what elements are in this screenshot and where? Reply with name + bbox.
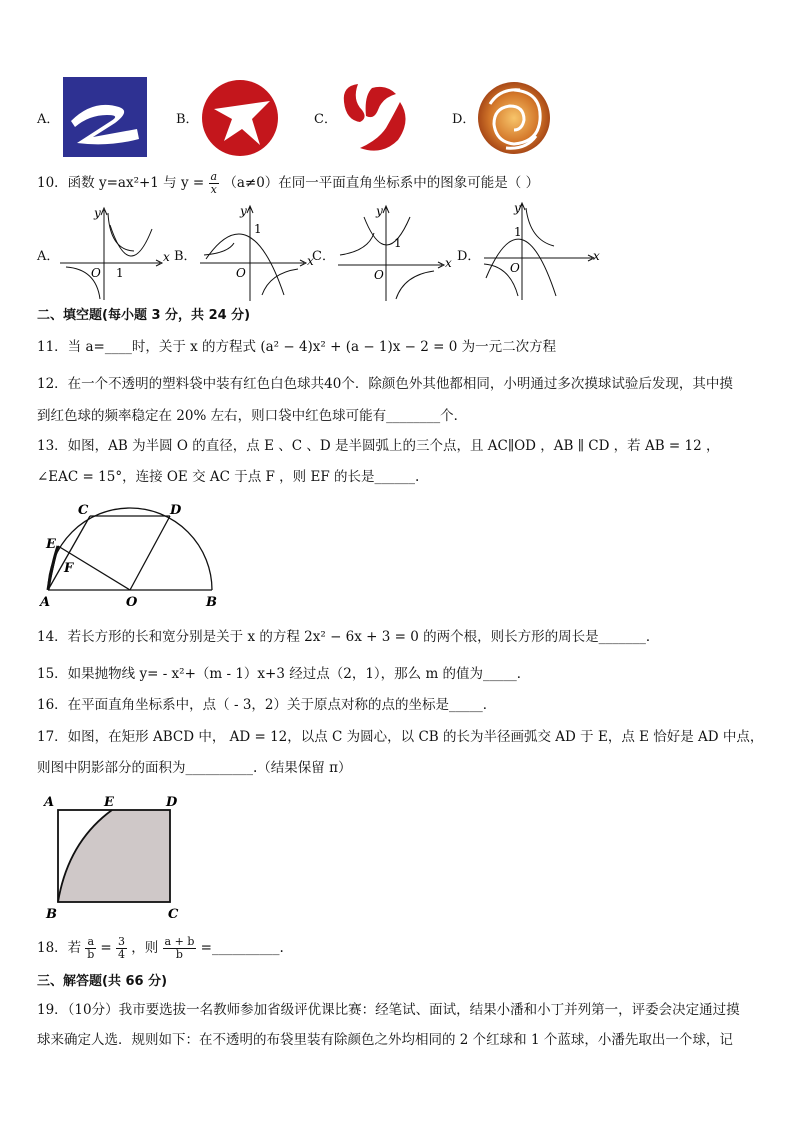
- q10-text-pre: 10．函数 y=ax²+1 与 y =: [37, 175, 205, 191]
- q13-label-o: O: [126, 595, 138, 610]
- q18-f2-den: 4: [117, 948, 125, 961]
- q10-graph-c: [334, 203, 454, 303]
- q9-option-d-label: D．: [452, 112, 476, 127]
- q10-b-o: O: [236, 266, 246, 280]
- q10-fraction: [209, 171, 220, 196]
- q13-label-f: F: [64, 561, 74, 576]
- q10-graph-a: [60, 205, 168, 303]
- red-star-circle-logo: [200, 79, 280, 157]
- q17-label-b: B: [46, 907, 57, 922]
- q10-a-o: O: [91, 266, 101, 280]
- q18-frac-2: [116, 936, 127, 961]
- q17-label-a: A: [44, 795, 55, 810]
- q10-frac-num: a: [210, 170, 218, 183]
- q18-mid: ，则: [131, 940, 159, 956]
- q18-frac-3: [163, 936, 197, 961]
- q17-figure: [40, 792, 190, 922]
- q10-option-d-label: D．: [457, 249, 481, 264]
- q10-c-x: x: [445, 256, 452, 270]
- red-swoosh-logo: [338, 80, 414, 156]
- q13-label-e: E: [46, 537, 56, 552]
- q10-d-x: x: [593, 249, 600, 263]
- q18-f2-num: 3: [117, 935, 125, 948]
- q9-option-a-label: A．: [37, 112, 60, 127]
- q13-label-b: B: [206, 595, 217, 610]
- q14-text: 14．若长方形的长和宽分别是关于 x 的方程 2x² − 6x + 3 = 0 的两个根，则长方形的周长是_______．: [37, 629, 660, 645]
- q10-d-one: 1: [514, 225, 522, 239]
- q18-pre: 18．若: [37, 940, 82, 956]
- q10-d-y: y: [514, 201, 521, 215]
- q10-option-c-label: C．: [312, 249, 335, 264]
- q10-a-x: x: [163, 250, 170, 264]
- q10-c-o: O: [374, 268, 384, 282]
- q18-eq: =: [100, 940, 112, 956]
- phoenix-spiral-logo: [476, 80, 552, 156]
- q13-line1: 13．如图，AB 为半圆 O 的直径，点 E 、C 、D 是半圆弧上的三个点，且 AC∥OD ，AB ∥ CD ，若 AB = 12 ，: [37, 438, 720, 454]
- q10-graph-d: [480, 200, 604, 304]
- q12-line2: 到红色球的频率稳定在 20% 左右，则口袋中红色球可能有________个．: [37, 408, 468, 424]
- q19-line2: 球来确定人选．规则如下：在不透明的布袋里装有除颜色之外均相同的 2 个红球和 1 个蓝球，小潘先取出一个球，记: [37, 1032, 733, 1048]
- q10-b-y: y: [240, 204, 247, 218]
- q18-f3-num: a + b: [164, 935, 195, 948]
- q10-frac-den: x: [210, 183, 217, 196]
- q10-text: [37, 171, 539, 196]
- q19-line1: 19．（10分）我市要选拔一名教师参加省级评优课比赛：经笔试、面试，结果小潘和小丁并列第一，评委会决定通过摸: [37, 1002, 740, 1018]
- q17-label-e: E: [104, 795, 114, 810]
- section-2-title: 二、填空题(每小题 3 分，共 24 分): [37, 308, 251, 323]
- q15-text: 15．如果抛物线 y= - x²+（m - 1）x+3 经过点（2，1），那么 m 的值为_____．: [37, 666, 531, 682]
- q10-option-a-label: A．: [37, 249, 60, 264]
- blue-channel-logo: [63, 77, 147, 157]
- q13-label-c: C: [78, 503, 89, 518]
- q10-a-y: y: [94, 206, 101, 220]
- q10-b-one: 1: [254, 222, 262, 236]
- q13-label-a: A: [40, 595, 51, 610]
- q17-line1: 17．如图，在矩形 ABCD 中， AD = 12，以点 C 为圆心，以 CB 的长为半径画弧交 AD 于 E，点 E 恰好是 AD 中点，: [37, 729, 764, 745]
- q18-post: =__________.: [200, 940, 284, 956]
- q11-text: 11．当 a=____时，关于 x 的方程式 (a² − 4)x² + (a − 1)x − 2 = 0 为一元二次方程: [37, 339, 557, 355]
- q9-option-c-label: C．: [314, 112, 337, 127]
- q17-label-c: C: [168, 907, 179, 922]
- q13-line2: ∠EAC = 15°，连接 OE 交 AC 于点 F ，则 EF 的长是______.: [37, 469, 420, 485]
- q10-text-post: （a≠0）在同一平面直角坐标系中的图象可能是（ ）: [223, 175, 540, 191]
- q9-option-b-label: B．: [176, 112, 199, 127]
- q13-figure: [36, 500, 224, 610]
- q13-label-d: D: [170, 503, 182, 518]
- q17-label-d: D: [166, 795, 178, 810]
- q18-f1-den: b: [87, 948, 95, 961]
- q10-b-x: x: [307, 254, 314, 268]
- q18-f1-num: a: [87, 935, 95, 948]
- q10-c-y: y: [376, 204, 383, 218]
- q10-graph-b: [198, 203, 318, 303]
- q18-frac-1: [85, 936, 96, 961]
- q12-line1: 12．在一个不透明的塑料袋中装有红色白色球共40个．除颜色外其他都相同，小明通过多次摸球试验后发现，其中摸: [37, 376, 733, 392]
- q10-c-one: 1: [394, 236, 402, 250]
- q10-d-o: O: [510, 261, 520, 275]
- q10-a-one: 1: [116, 266, 124, 280]
- q10-option-b-label: B．: [174, 249, 197, 264]
- q18-text: [37, 936, 284, 961]
- section-3-title: 三、解答题(共 66 分): [37, 974, 168, 989]
- q17-line2: 则图中阴影部分的面积为__________.（结果保留 π）: [37, 760, 352, 776]
- q18-f3-den: b: [175, 948, 183, 961]
- q16-text: 16．在平面直角坐标系中，点（ - 3，2）关于原点对称的点的坐标是_____．: [37, 697, 497, 713]
